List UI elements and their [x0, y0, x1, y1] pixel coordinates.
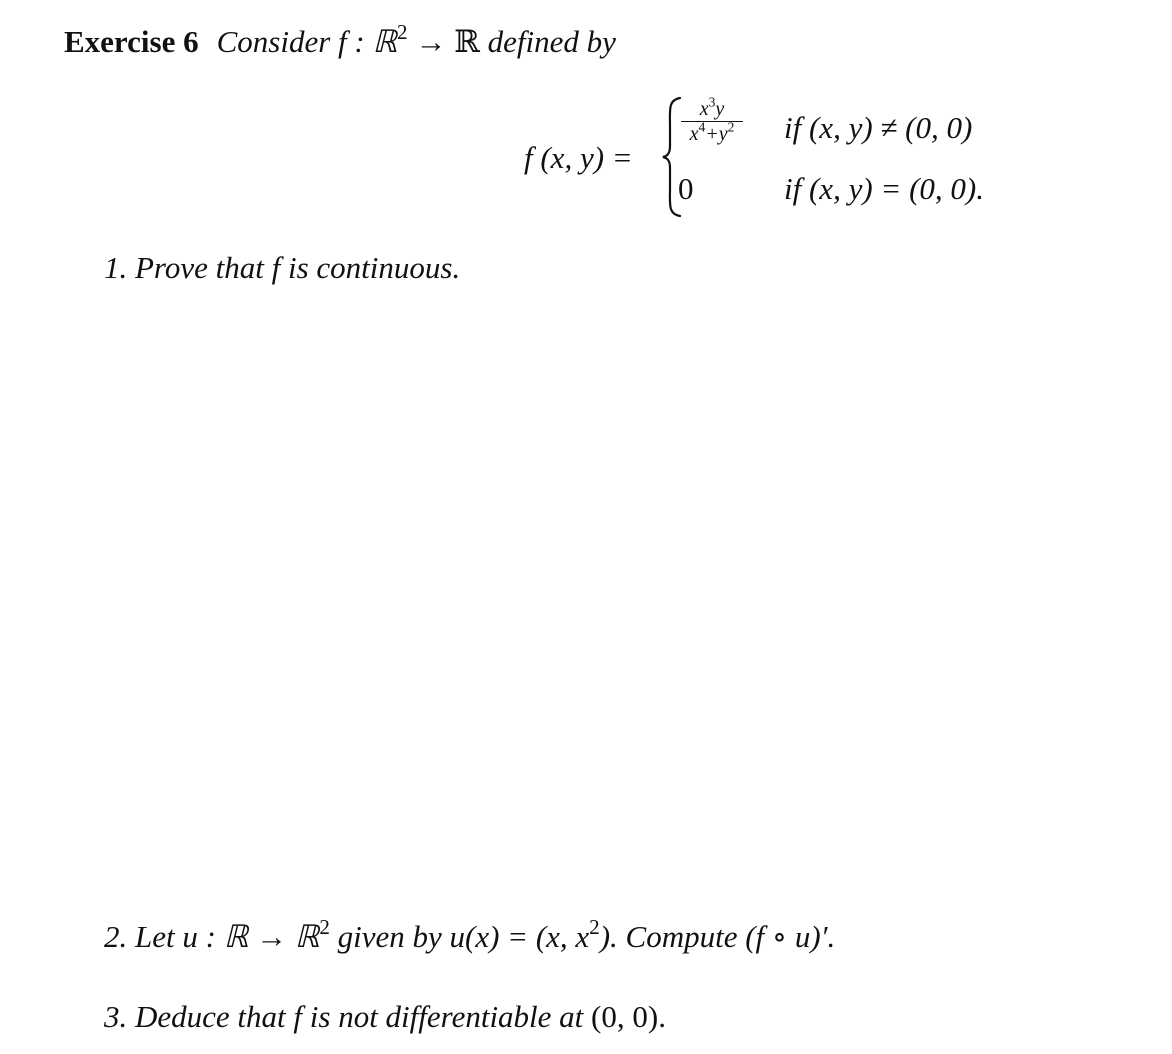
exercise-defined-by: defined by [479, 24, 616, 59]
item-map-exponent: 2 [319, 914, 330, 939]
list-item [104, 250, 460, 286]
item-given: given by [329, 919, 450, 954]
item-composition: (f ∘ u)′. [745, 919, 836, 954]
case1-condition-text: (x, y) ≠ (0, 0) [808, 110, 973, 145]
item-number: 3. [104, 999, 128, 1034]
numerator-exponent: 3 [708, 94, 716, 110]
item-number: 2. [104, 919, 128, 954]
case1-if: if [784, 110, 802, 145]
denominator-x-exponent: 4 [698, 119, 706, 135]
case2-condition [784, 171, 984, 207]
list-item [104, 999, 666, 1035]
item-compute: Compute [617, 919, 746, 954]
definition-lhs: f (x, y) = [524, 140, 633, 175]
function-signature [338, 19, 480, 59]
case1-condition [784, 110, 972, 146]
fraction-numerator [677, 94, 747, 120]
exercise-label: Exercise 6 [64, 24, 199, 59]
case2-condition-text: (x, y) = (0, 0). [808, 171, 984, 206]
fraction-denominator [677, 119, 747, 145]
denominator-x: x [689, 123, 699, 145]
item-map: u : ℝ → ℝ [182, 919, 320, 954]
item-point: (0, 0). [591, 999, 666, 1034]
numerator-x: x [699, 98, 709, 120]
map-target: → ℝ [407, 24, 480, 59]
item-text-post: is continuous. [280, 250, 461, 285]
item-u-close: ). [599, 919, 618, 954]
list-item [104, 914, 836, 955]
numerator-y: y [715, 98, 725, 120]
item-f: f [293, 999, 303, 1034]
item-text-post: is not differentiable at [302, 999, 592, 1034]
map-source: f : ℝ [338, 24, 398, 59]
map-source-exponent: 2 [397, 19, 408, 44]
item-text-pre: Deduce that [135, 999, 294, 1034]
item-let: Let [135, 919, 183, 954]
item-number: 1. [104, 250, 128, 285]
item-u-of-x: u(x) = (x, x [449, 919, 590, 954]
denominator-y-exponent: 2 [727, 119, 735, 135]
case2-if: if [784, 171, 802, 206]
item-u-exponent: 2 [589, 914, 600, 939]
denominator-plus-y: +y [705, 123, 728, 145]
fraction [677, 94, 747, 145]
item-text-pre: Prove that [135, 250, 272, 285]
exercise-consider: Consider [216, 24, 331, 59]
item-f: f [271, 250, 281, 285]
exercise-statement [64, 19, 616, 60]
case2-value: 0 [678, 171, 694, 206]
